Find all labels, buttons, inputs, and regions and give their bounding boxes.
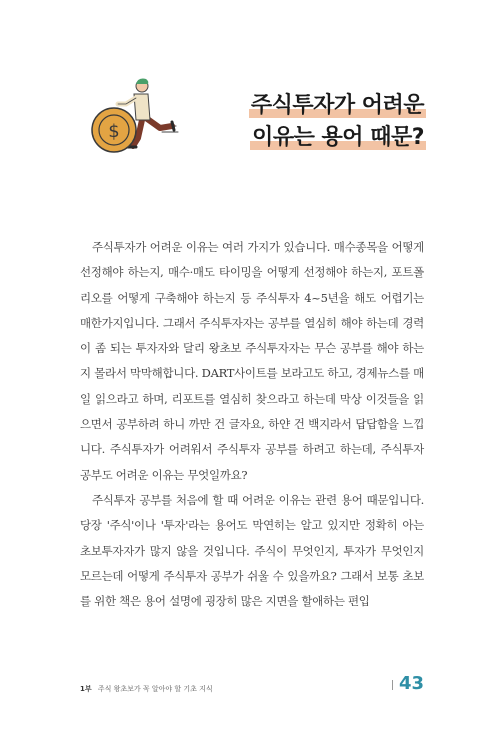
person-shoe <box>172 122 174 130</box>
chapter-title <box>249 90 426 154</box>
dollar-sign-icon: $ <box>108 121 120 142</box>
part-label: 1부 <box>80 685 92 693</box>
paragraph: 주식투자 공부를 처음에 할 때 어려운 이유는 관련 용어 때문입니다. 당장 '주식'이나 '투자'라는 용어도 막연히는 알고 있지만 정확히 아는 초보투자자가 많지 않을 것입니다. 주식이 무엇인지, 투자가 무엇인지 모르는데 어떻게 주식투자 공부가 쉬울 수 있을까요? 그래서 보통 초보를 위한 책은 용어 설명에 굉장히 많은 지면을 할애하는 편입 <box>80 492 424 609</box>
body-text <box>80 235 424 614</box>
coin-pushing-illustration <box>88 72 188 162</box>
book-section-title: 주식 왕초보가 꼭 알아야 할 기초 지식 <box>97 685 213 693</box>
person-hair <box>136 79 148 84</box>
page-number: 43 <box>398 673 424 694</box>
paragraph: 주식투자가 어려운 이유는 여러 가지가 있습니다. 매수종목을 어떻게 선정해야 하는지, 매수·매도 타이밍을 어떻게 선정해야 하는지, 포트폴리오를 어떻게 구축해야 하는지 등 주식투자 4~5년을 해도 어렵기는 매한가지입니다. 그래서 주식투자자는 공부를 열심히 해야 하는데 경력이 좀 되는 투자자와 달리 왕초보 주식투자자는 무슨 공부를 해야 하는지 몰라서 막막해합니다. DART사이트를 보라고도 하고, 경제뉴스를 매일 읽으라고 하며, 리포트를 열심히 찾으라고 하는데 막상 이것들을 읽으면서 공부하려 하니 까만 건 글자요, 하얀 건 백지라서 답답함을 느낍니다. 주식투자가 어려워서 주식투자 공부를 하려고 하는데, 주식투자 공부도 어려운 이유는 무엇일까요? <box>80 240 424 482</box>
running-footer <box>80 684 213 694</box>
title-line-2: 이유는 용어 때문? <box>252 125 424 150</box>
page-number-block <box>392 674 424 694</box>
page-divider <box>392 680 393 690</box>
title-line-1: 주식투자가 어려운 <box>250 93 424 118</box>
